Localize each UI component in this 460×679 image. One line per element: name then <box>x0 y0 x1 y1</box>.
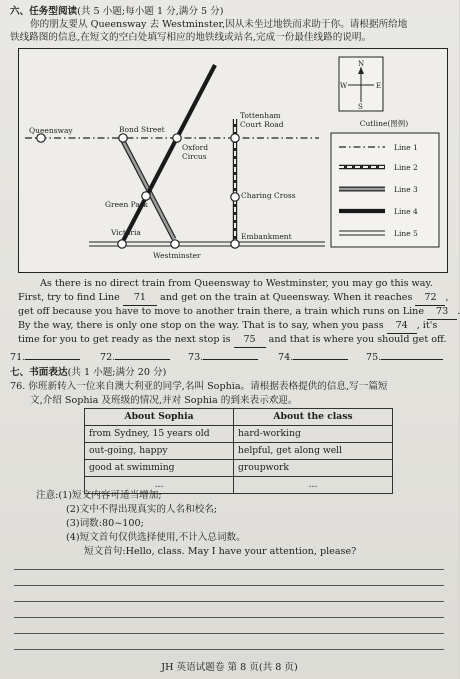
blank-75: 75 <box>234 334 266 348</box>
passage-l4a: By the way, there is only one stop on the way. That is to say, when you pass <box>18 320 384 331</box>
legend-line5: Line 5 <box>394 229 418 238</box>
station-bond-street <box>119 134 127 142</box>
note-1: (1)短文内容可适当增加; <box>58 490 162 501</box>
passage-line5 <box>18 334 447 348</box>
table-cell: ... <box>85 477 234 494</box>
station-green-park <box>142 192 150 200</box>
passage-line2: First, try to find Line 71 and get on the train at Queensway. When it reaches 72 , <box>18 292 449 306</box>
answer-74[interactable]: 74. <box>278 352 348 365</box>
table-cell: hard-working <box>234 426 393 443</box>
table-cell: from Sydney, 15 years old <box>85 426 234 443</box>
station-westminster <box>171 240 179 248</box>
page-footer: JH 英语试题卷 第 8 页(共 8 页) <box>161 662 298 673</box>
writing-line[interactable] <box>14 633 444 634</box>
answer-75[interactable]: 75. <box>366 352 443 365</box>
label-oxford-2: Circus <box>182 152 207 161</box>
station-queensway <box>37 134 45 142</box>
compass-s: S <box>358 103 363 111</box>
label-westminster: Westminster <box>153 251 201 260</box>
table-cell: good at swimming <box>85 460 234 477</box>
note-4: (4)短文首句仅供选择使用,不计入总词数。 <box>66 532 246 543</box>
blank-74: 74 <box>387 320 417 334</box>
passage-l4b: , it's <box>416 320 438 331</box>
section7-note: (共 1 小题;满分 20 分) <box>67 367 167 378</box>
section6-title: 六、任务型阅读 <box>10 6 78 17</box>
passage-l5a: time for you to get ready as the next stop is <box>18 334 231 345</box>
table-cell: groupwork <box>234 460 393 477</box>
subway-map <box>18 48 448 273</box>
legend <box>331 118 439 247</box>
passage-l3a: get off because you have to move to another train there, a train which runs on Line <box>18 306 425 317</box>
passage-line4 <box>18 320 437 334</box>
label-tottenham-1: Tottenham <box>240 111 281 120</box>
table-row <box>85 460 393 477</box>
station-embankment <box>231 240 239 248</box>
legend-line4: Line 4 <box>394 207 418 216</box>
table-row <box>85 426 393 443</box>
compass-rose <box>339 57 383 111</box>
legend-line1: Line 1 <box>394 143 418 152</box>
label-charing-cross: Charing Cross <box>241 191 296 200</box>
q76-line2: 文,介绍 Sophia 及班级的情况,并对 Sophia 的到来表示欢迎。 <box>30 395 298 406</box>
table-row <box>85 443 393 460</box>
compass-n: N <box>358 60 365 68</box>
section6-heading <box>10 6 223 19</box>
blank-72: 72 <box>415 292 445 306</box>
writing-line[interactable] <box>14 569 444 570</box>
station-tottenham <box>231 134 239 142</box>
table-cell: helpful, get along well <box>234 443 393 460</box>
note-2: (2)文中不得出现真实的人名和校名; <box>66 504 218 515</box>
section6-intro-line1: 你的朋友要从 Queensway 去 Westminster,因从未坐过地铁而求助于你。请根据所给地 <box>30 19 408 30</box>
station-charing-cross <box>231 193 239 201</box>
table-cell: out-going, happy <box>85 443 234 460</box>
section7-heading <box>10 367 166 380</box>
legend-line3: Line 3 <box>394 185 418 194</box>
writing-line[interactable] <box>14 601 444 602</box>
label-oxford-1: Oxford <box>182 143 209 152</box>
table-header-cell: About Sophia <box>85 409 234 426</box>
section6-note: (共 5 小题;每小题 1 分,满分 5 分) <box>77 6 224 17</box>
passage-l2b: and get on the train at Queensway. When it reaches <box>159 292 413 303</box>
label-queensway: Queensway <box>29 126 73 135</box>
passage-l5b: and that is where you should get off. <box>268 334 447 345</box>
label-embankment: Embankment <box>241 232 292 241</box>
first-sentence: 短文首句:Hello, class. May I have your attention, please? <box>84 546 357 557</box>
section6-intro-line2: 铁线路图的信息,在短文的空白处填写相应的地铁线或站名,完成一份最佳线路的说明。 <box>10 32 372 43</box>
table-cell: ... <box>234 477 393 494</box>
label-bond-street: Bond Street <box>119 125 165 134</box>
notes-block <box>36 490 162 503</box>
passage-line1: As there is no direct train from Queensway to Westminster, you may go this way. <box>40 278 433 289</box>
blank-71: 71 <box>123 292 157 306</box>
answer-73[interactable]: 73. <box>188 352 258 365</box>
answer-72[interactable]: 72. <box>100 352 170 365</box>
label-green-park: Green Park <box>105 200 148 209</box>
section7-title: 七、书面表达 <box>10 367 68 378</box>
note-3: (3)词数:80~100; <box>66 518 144 529</box>
legend-line2: Line 2 <box>394 163 418 172</box>
legend-title: Cutline(图例) <box>359 119 409 128</box>
compass-e: E <box>376 82 382 90</box>
sophia-info-table <box>84 408 393 494</box>
writing-line[interactable] <box>14 649 444 650</box>
writing-line[interactable] <box>14 585 444 586</box>
blank-73: 73 <box>427 306 457 320</box>
label-tottenham-2: Court Road <box>240 120 284 129</box>
answer-71[interactable]: 71. <box>10 352 80 365</box>
label-victoria: Victoria <box>111 228 141 237</box>
passage-l2a: First, try to find Line <box>18 292 120 303</box>
q76-line1: 76. 你班新转入一位来自澳大利亚的同学,名叫 Sophia。请根据表格提供的信息,写一篇短 <box>10 381 388 392</box>
table-header-row <box>85 409 393 426</box>
table-header-cell: About the class <box>234 409 393 426</box>
station-oxford-circus <box>173 134 181 142</box>
compass-w: W <box>340 82 348 90</box>
passage-line3: get off because you have to move to another train there, a train which runs on Line 73 . <box>18 306 460 320</box>
station-victoria <box>118 240 126 248</box>
notes-title: 注意: <box>36 490 59 501</box>
writing-line[interactable] <box>14 617 444 618</box>
